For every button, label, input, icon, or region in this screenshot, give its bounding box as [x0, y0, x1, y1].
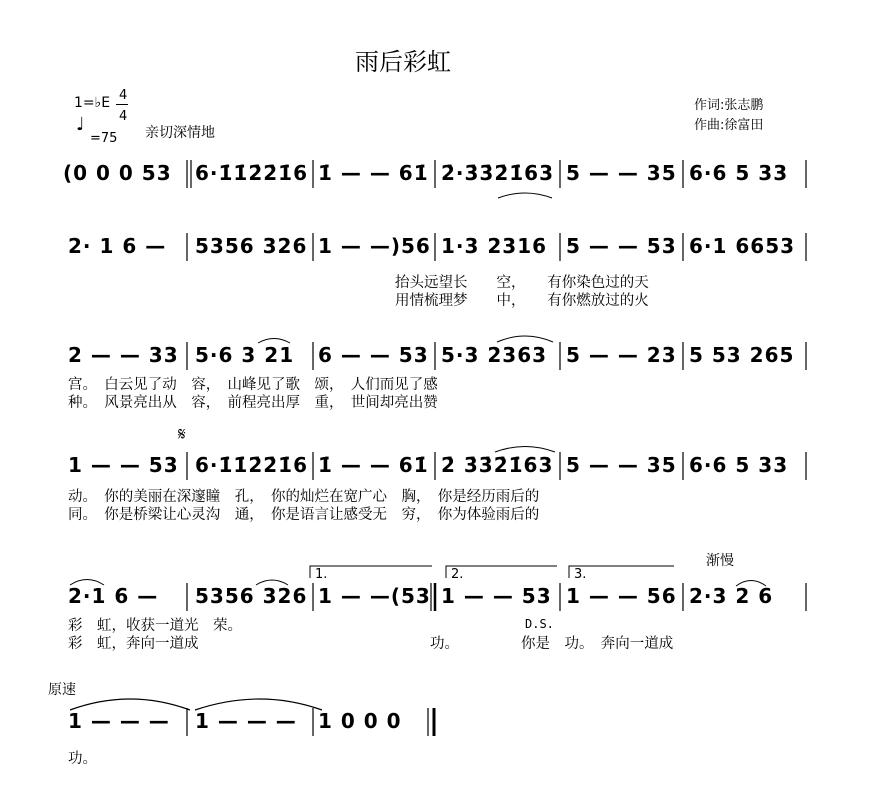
measure-notes: 5 — — 35 [566, 161, 677, 185]
measure-notes: 5 53 265 [689, 343, 795, 367]
composer-credit: 作曲:徐富田 [694, 118, 764, 133]
ritardando-marking: 渐慢 [706, 553, 734, 569]
measure-notes: 6 — — 53 [318, 343, 429, 367]
measure-notes: 2· 1 6 — [68, 234, 167, 258]
measure-notes: 2 — — 33 [68, 343, 179, 367]
measure-notes: 5·3 2363 [441, 343, 548, 367]
segno-sign: 𝄋 [178, 424, 186, 445]
expression-marking: 亲切深情地 [145, 125, 215, 141]
measure-notes: 1 — —)56 [318, 234, 431, 258]
song-title: 雨后彩虹 [355, 48, 451, 76]
measure-notes: 1 0 0 0 [318, 709, 402, 733]
lyrics-verse-1: 彩 虹，收获一道光 荣。 [68, 618, 242, 634]
quarter-note-icon: ♩ [76, 114, 85, 135]
measure-notes: 1 — — 53 [68, 453, 179, 477]
lyrics-verse-2: 同。 你是桥梁让心灵沟 通， 你是语言让感受无 穷， 你为体验雨后的 [68, 507, 540, 523]
measure-notes: 1 — — — [195, 709, 297, 733]
lyrics-verse-2: 彩 虹，奔向一道成 [68, 636, 199, 652]
measure-notes: 5 — — 53 [566, 234, 677, 258]
key-signature: 1=♭E [74, 95, 111, 111]
measure-notes: 1̇ — — 61̇ [318, 161, 429, 185]
measure-notes: 1·3 2316 [441, 234, 548, 258]
measure-notes: 5 — — 35 [566, 453, 677, 477]
measure-notes: 5·6 3 21 [195, 343, 295, 367]
volta-ending-2: 2. [451, 567, 464, 582]
lyrics-verse-1-ending: 你是 功。 奔向一道成 [521, 636, 674, 652]
measure-notes: 2·3 2 6 [689, 584, 774, 608]
lyrics-verse-1: 宫。 白云见了动 容， 山峰见了歌 颂， 人们而见了感 [68, 377, 438, 393]
measure-notes: 2̇·3̇3̇2̇1̇63 [441, 161, 555, 185]
measure-notes: 1 — — — [68, 709, 170, 733]
lyricist-credit: 作词:张志鹏 [694, 98, 764, 113]
measure-notes: 2·1 6 — [68, 584, 159, 608]
measure-notes: 1̇ — — 61̇ [318, 453, 429, 477]
volta-ending-3: 3. [574, 567, 587, 582]
lyrics-verse-1: 功。 [68, 751, 97, 767]
lyrics-verse-2-ending: 功。 [430, 636, 459, 652]
lyrics-verse-2: 用情梳理梦 中， 有你燃放过的火 [395, 293, 649, 309]
measure-notes: (0 0 0 53 [63, 161, 172, 185]
measure-notes: 2̇ 3̇3̇2̇1̇63 [441, 453, 554, 477]
measure-notes: 1 — — 53 [441, 584, 552, 608]
lyrics-verse-2: 种。 风景亮出从 容， 前程亮出厚 重， 世间却亮出赞 [68, 395, 438, 411]
measure-notes: 5356 326 [195, 584, 308, 608]
measure-notes: 6·1̇1̇2̇2̇1̇6 [195, 453, 309, 477]
measure-notes: 6·1̇1̇2̇2̇1̇6 [195, 161, 309, 185]
measure-notes: 1 — —(53 [318, 584, 431, 608]
measure-notes: 6·1 6653 [689, 234, 796, 258]
time-signature-top: 4 [119, 88, 128, 103]
measure-notes: 5 — — 23 [566, 343, 677, 367]
lyrics-verse-1: 动。 你的美丽在深邃瞳 孔， 你的灿烂在宽广心 胸， 你是经历雨后的 [68, 489, 540, 505]
measure-notes: 1 — — 56 [566, 584, 677, 608]
measure-notes: 6·6 5 33 [689, 453, 789, 477]
measure-notes: 5356 326 [195, 234, 308, 258]
volta-ending-1: 1. [315, 567, 328, 582]
dal-segno-marking: D.S. [525, 617, 554, 631]
measure-notes: 6·6 5 33 [689, 161, 789, 185]
tempo-primo-marking: 原速 [48, 682, 76, 698]
lyrics-verse-1: 抬头远望长 空， 有你染色过的天 [395, 275, 649, 291]
time-signature-bottom: 4 [119, 109, 128, 124]
tempo-marking: =75 [90, 131, 118, 146]
